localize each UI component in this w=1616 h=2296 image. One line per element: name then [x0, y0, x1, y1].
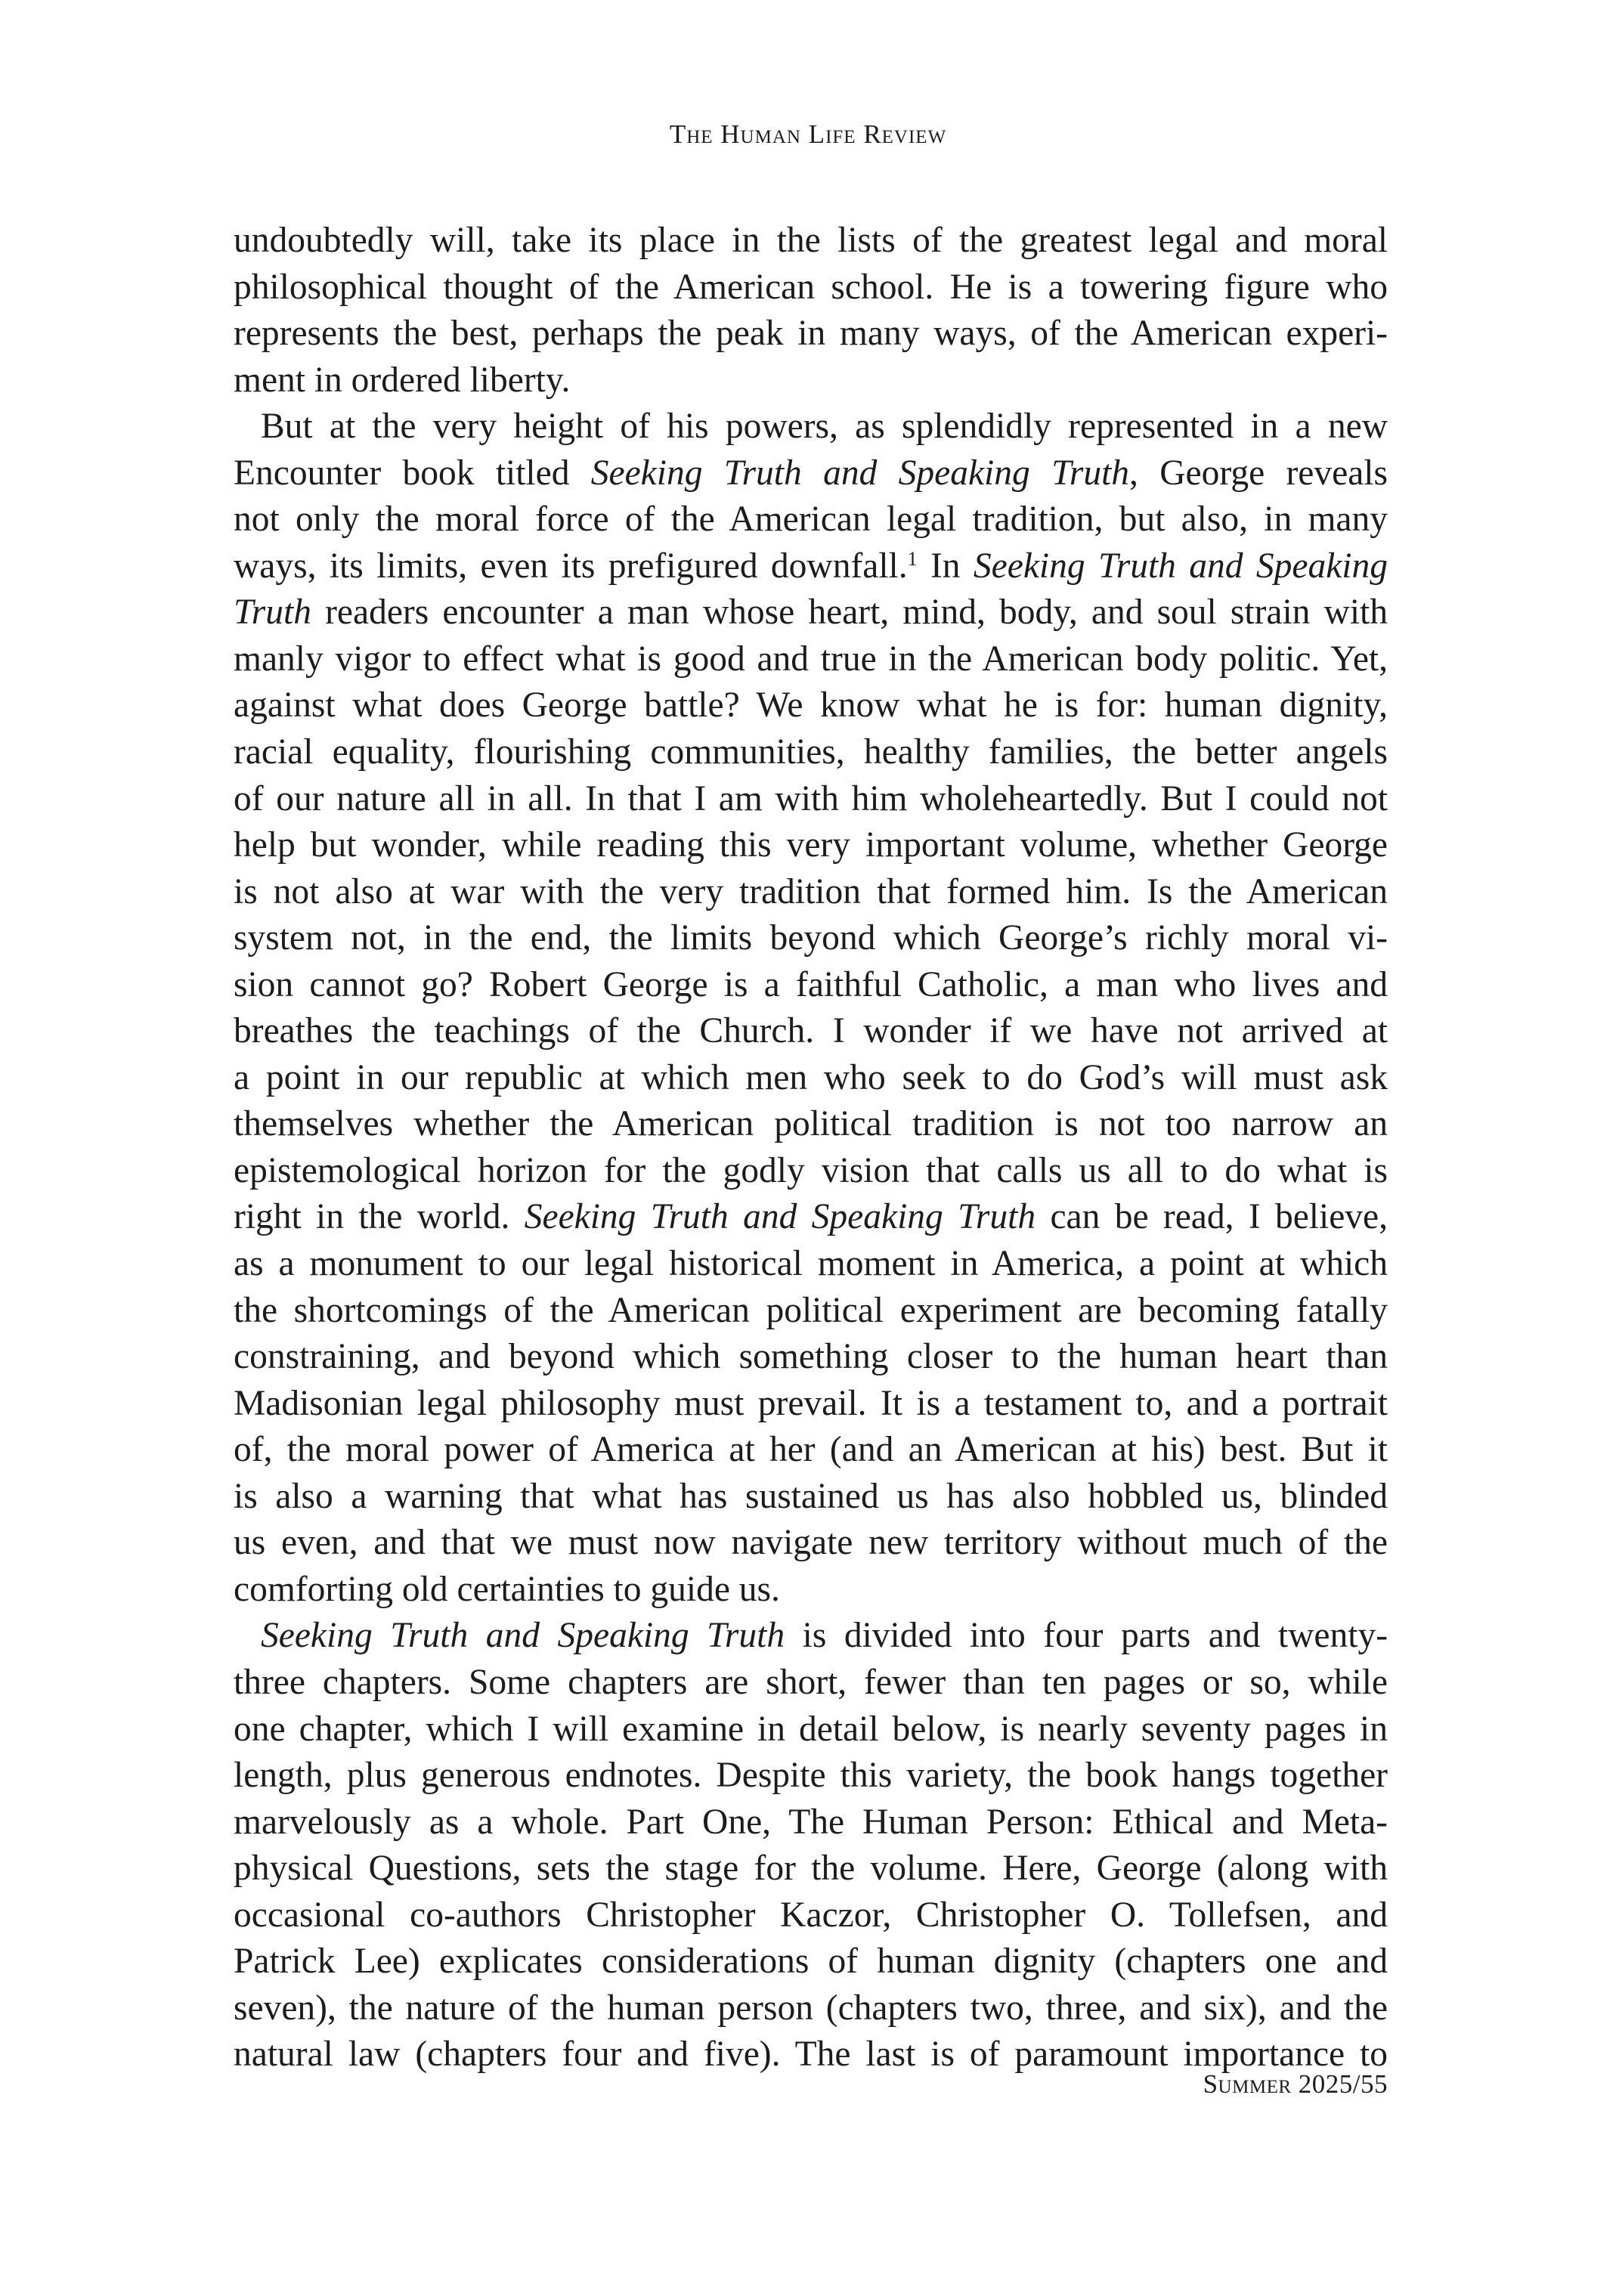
italic-title: Seeking Truth and Speaking Truth	[261, 1616, 785, 1656]
line-text: against what does George battle? We know what he is for: human dignity,	[234, 685, 1388, 726]
line-text: of our nature all in all. In that I am with him wholeheartedly. But I could not	[234, 778, 1388, 818]
line-text: physical Questions, sets the stage for the volume. Here, George (along with	[234, 1849, 1388, 1889]
line-text: of, the moral power of America at her (and an American at his) best. But it	[234, 1430, 1388, 1470]
line-text: ways, its limits, even its prefigured downfall.	[234, 546, 908, 586]
line-text: philosophical thought of the American school. He is a towering figure who	[234, 267, 1388, 307]
text-line	[234, 218, 1388, 265]
line-text: system not, in the end, the limits beyond which George’s richly moral vi-	[234, 918, 1388, 958]
text-line	[234, 543, 1388, 590]
text-line	[234, 1427, 1388, 1474]
italic-title: Truth	[234, 593, 311, 633]
line-text: Encounter book titled	[234, 453, 591, 493]
text-line	[234, 1985, 1388, 2032]
line-text: But at the very height of his powers, as splendidly represented in a new	[261, 407, 1388, 447]
line-text: ment in ordered liberty.	[234, 360, 571, 400]
text-line	[234, 1148, 1388, 1195]
line-text: the shortcomings of the American political experiment are becoming fatally	[234, 1290, 1388, 1330]
line-text: sion cannot go? Robert George is a faithful Catholic, a man who lives and	[234, 964, 1388, 1004]
line-text: In	[917, 546, 974, 586]
text-line	[234, 404, 1388, 450]
text-line	[234, 1288, 1388, 1335]
line-text: a point in our republic at which men who seek to do God’s will must ask	[234, 1057, 1388, 1097]
text-line	[234, 497, 1388, 543]
text-line	[234, 1008, 1388, 1055]
text-line	[234, 450, 1388, 497]
text-line	[234, 1055, 1388, 1102]
text-line	[234, 1474, 1388, 1521]
line-text: marvelously as a whole. Part One, The Human Person: Ethical and Meta-	[234, 1802, 1388, 1842]
text-line	[234, 1613, 1388, 1660]
line-text: Patrick Lee) explicates considerations of human dignity (chapters one and	[234, 1942, 1388, 1982]
text-line	[234, 1660, 1388, 1707]
line-text: right in the world.	[234, 1197, 525, 1237]
line-text: not only the moral force of the American legal tradition, but also, in many	[234, 500, 1388, 540]
line-text: as a monument to our legal historical moment in America, a point at which	[234, 1244, 1388, 1284]
line-text: manly vigor to effect what is good and true in the American body politic. Yet,	[234, 639, 1388, 679]
line-text: epistemological horizon for the godly vision that calls us all to do what is	[234, 1150, 1388, 1190]
line-text: themselves whether the American political tradition is not too narrow an	[234, 1104, 1388, 1144]
text-line	[234, 1194, 1388, 1241]
line-text: undoubtedly will, take its place in the lists of the greatest legal and moral	[234, 221, 1388, 260]
line-text: seven), the nature of the human person (chapters two, three, and six), and the	[234, 1988, 1388, 2028]
text-line	[234, 1241, 1388, 1288]
line-text: represents the best, perhaps the peak in many ways, of the American experi-	[234, 314, 1388, 354]
text-line	[234, 1892, 1388, 1939]
line-text: readers encounter a man whose heart, mind, body, and soul strain with	[311, 593, 1388, 633]
text-line	[234, 1101, 1388, 1148]
line-text: comforting old certainties to guide us.	[234, 1569, 780, 1609]
line-text: can be read, I believe,	[1036, 1197, 1388, 1237]
text-line	[234, 729, 1388, 776]
text-line	[234, 822, 1388, 869]
text-line	[234, 1753, 1388, 1799]
text-line	[234, 1939, 1388, 1985]
line-text: occasional co-authors Christopher Kaczor, Christopher O. Tollefsen, and	[234, 1895, 1388, 1935]
line-text: racial equality, flourishing communities, healthy families, the better angels	[234, 732, 1388, 772]
text-line	[234, 1846, 1388, 1892]
text-line	[234, 265, 1388, 311]
text-line	[234, 1381, 1388, 1428]
text-line	[234, 357, 1388, 404]
article-body	[234, 218, 1388, 2078]
text-line	[234, 1707, 1388, 1753]
line-text: one chapter, which I will examine in detail below, is nearly seventy pages in	[234, 1709, 1388, 1749]
running-head: The Human Life Review	[669, 119, 947, 149]
italic-title: Seeking Truth and Speaking	[973, 546, 1388, 586]
line-text: is divided into four parts and twenty-	[785, 1616, 1388, 1656]
line-text: is not also at war with the very tradition that formed him. Is the American	[234, 871, 1388, 911]
text-line	[234, 915, 1388, 962]
italic-title: Seeking Truth and Speaking Truth	[590, 453, 1130, 493]
text-line	[234, 1567, 1388, 1614]
line-text: three chapters. Some chapters are short, fewer than ten pages or so, while	[234, 1662, 1388, 1702]
text-line	[234, 311, 1388, 357]
text-line	[234, 1334, 1388, 1381]
line-text: us even, and that we must now navigate new territory without much of the	[234, 1523, 1388, 1563]
line-text: length, plus generous endnotes. Despite this variety, the book hangs together	[234, 1756, 1388, 1796]
line-text: natural law (chapters four and five). The last is of paramount importance to	[234, 2035, 1388, 2075]
line-text: Madisonian legal philosophy must prevail. It is a testament to, and a portrait	[234, 1383, 1388, 1423]
page-folio: Summer 2025/55	[1203, 2069, 1388, 2099]
line-text: is also a warning that what has sustained us has also hobbled us, blinded	[234, 1476, 1388, 1516]
text-line	[234, 636, 1388, 683]
text-line	[234, 682, 1388, 729]
text-line	[234, 1520, 1388, 1567]
footnote-marker: 1	[907, 547, 918, 570]
italic-title: Seeking Truth and Speaking Truth	[524, 1197, 1036, 1237]
text-line	[234, 776, 1388, 823]
text-line	[234, 869, 1388, 916]
line-text: help but wonder, while reading this very important volume, whether George	[234, 825, 1388, 865]
text-line	[234, 962, 1388, 1009]
text-line	[234, 1799, 1388, 1846]
text-line	[234, 589, 1388, 636]
line-text: constraining, and beyond which something closer to the human heart than	[234, 1337, 1388, 1377]
line-text: , George reveals	[1129, 453, 1388, 493]
line-text: breathes the teachings of the Church. I wonder if we have not arrived at	[234, 1011, 1388, 1051]
